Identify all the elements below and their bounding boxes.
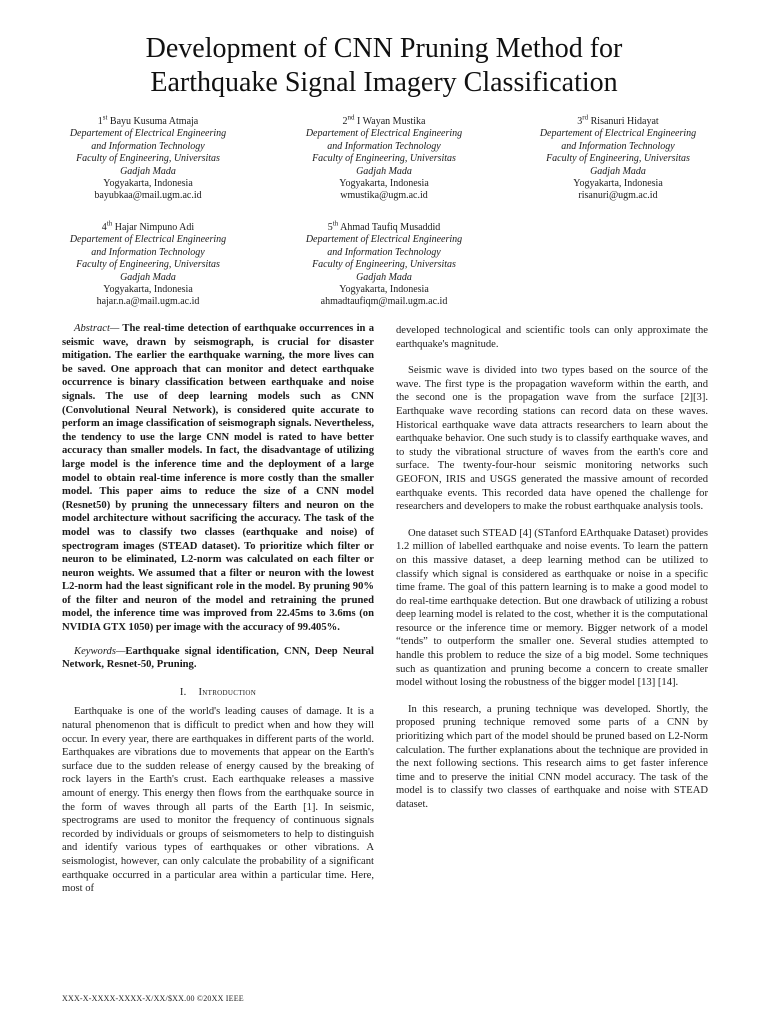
author-affiliation: Gadjah Mada (120, 165, 176, 177)
author-affiliation: Gadjah Mada (356, 165, 412, 177)
abstract-label: Abstract— (74, 323, 120, 334)
author-block-2 (268, 113, 500, 203)
author-affiliation: and Information Technology (91, 246, 205, 258)
author-affiliation: Faculty of Engineering, Universitas (312, 153, 456, 165)
title-line-1: Development of CNN Pruning Method for (145, 33, 623, 64)
author-affiliation: Gadjah Mada (356, 271, 412, 283)
left-column (62, 322, 374, 896)
author-affiliation: Faculty of Engineering, Universitas (76, 259, 220, 271)
author-email: risanuri@ugm.ac.id (578, 190, 658, 202)
section-number: I. (179, 686, 187, 698)
author-email: bayubkaa@mail.ugm.ac.id (94, 190, 202, 202)
author-city: Yogyakarta, Indonesia (339, 178, 429, 190)
title-line-2: Earthquake Signal Imagery Classification (150, 67, 618, 98)
author-email: wmustika@ugm.ac.id (340, 190, 428, 202)
author-affiliation: Departement of Electrical Engineering (69, 128, 227, 140)
author-name: 2nd I Wayan Mustika (342, 113, 426, 127)
author-name: 3rd Risanuri Hidayat (577, 113, 659, 127)
author-affiliation: and Information Technology (327, 140, 441, 152)
intro-paragraph-4: In this research, a pruning technique was developed. Shortly, the proposed pruning technique removed some parts of a CNN by prioritizing which part of the model should be pruned based on L2-Norm calculation. The further explanations about the technique are provided in the next following sections. This research aims to get faster inference time and to preserve the initial CNN model accuracy. The task of the model is to classify two classes of earthquake and noise with STEAD dataset. (396, 703, 708, 810)
intro-paragraph-2: Seismic wave is divided into two types based on the source of the wave. The first type is the propagation waveform within the earth, and the second one is the propagation wave from the surface [2][3]. Earthquake wave recording stations can record data on these waves. Historical earthquake wave data attracts researchers to learn about the earthquake behavior. One such study is to classify earthquake waves, and to study the vibrational structure of waves from the earth's core and surface. The twenty-four-hour seismic monitoring networks such GEOFON, IRIS and USGS generated the massive amount of recorded earthquake events. This recorded data have opened the challenge for researchers and developers to make the robust earthquake analysis tools. (396, 365, 708, 513)
author-affiliation: Departement of Electrical Engineering (305, 128, 463, 140)
author-affiliation: Gadjah Mada (590, 165, 646, 177)
author-affiliation: and Information Technology (91, 140, 205, 152)
author-block-4 (32, 219, 264, 309)
author-affiliation: Faculty of Engineering, Universitas (312, 259, 456, 271)
section-heading-introduction (62, 686, 374, 700)
author-name: 1st Bayu Kusuma Atmaja (97, 113, 199, 127)
author-city: Yogyakarta, Indonesia (339, 284, 429, 296)
author-affiliation: Departement of Electrical Engineering (305, 234, 463, 246)
keywords (62, 645, 374, 672)
abstract-text: The real-time detection of earthquake occurrences in a seismic wave, drawn by seismograph, is crucial for disaster mitigation. The earlier the earthquake warning, the more lives can be saved. One approach that can monitor and detect earthquake occurrence is binary classification between earthquake and noise signals. The use of deep learning models such as CNN (Convolutional Neural Network), is considered quite accurate to perform an image classification of seismograph signals. Nevertheless, the tendency to use the large CNN model is rated to have better accuracy than smaller models. In fact, the disadvantage of utilizing large model is the inference time and the deployment of a large model to obtain real-time inference is more costly than the smaller model. This paper aims to reduce the size of a CNN model (Resnet50) by pruning the unnecessary filters and neuron on the model architecture without sacrificing the accuracy. The task of the model was to classify two classes (earthquake and noise) of spectrogram images (STEAD dataset). To prioritize which filter or neuron to be eliminated, L2-norm was calculated on each filter or neuron weights. We assumed that a filter or neuron with the lowest L2-norm had the least significant role in the model. By pruning 90% of the filter and neuron of the model and retraining the pruned model, the inference time was improved from 22.45ms to 3.6ms (on NVIDIA GTX 1050) per image with the accuracy of 99.405%. (62, 323, 374, 634)
author-email: ahmadtaufiqm@mail.ugm.ac.id (320, 296, 448, 308)
intro-paragraph-continued: developed technological and scientific tools can only approximate the earthquake's magnitude. (396, 325, 708, 350)
author-block-3 (502, 113, 734, 203)
section-title: Introduction (198, 686, 257, 698)
right-column (396, 324, 708, 825)
intro-paragraph-3: One dataset such STEAD [4] (STanford EArthquake Dataset) provides 1.2 million of labelled earthquake and noise events. To learn the pattern on this massive dataset, a deep learning method can be utilized to classify which signal is considered as earthquake or noise in a specific time frame. The goal of this pattern learning is to make a good model to do real-time earthquake detection. But one drawback of utilizing a robust deep learning model is related to the cost, whether it is the computational resource or the inference time or memory. Bigger network of a model “tends” to outperform the smaller one. Several studies attempted to handle this problem to reduce the size of a big model. Some techniques such as quantization and pruning become a concern to create smaller model without losing the robustness of the bigger model [13] [14]. (396, 527, 708, 689)
author-affiliation: Gadjah Mada (120, 271, 176, 283)
author-city: Yogyakarta, Indonesia (103, 178, 193, 190)
keywords-text: Earthquake signal identification, CNN, Deep Neural Network, Resnet-50, Pruning. (62, 645, 374, 671)
author-affiliation: Faculty of Engineering, Universitas (76, 153, 220, 165)
author-block-5 (268, 219, 500, 309)
author-city: Yogyakarta, Indonesia (103, 284, 193, 296)
author-affiliation: Departement of Electrical Engineering (539, 128, 697, 140)
author-name: 5th Ahmad Taufiq Musaddid (327, 219, 441, 233)
author-email: hajar.n.a@mail.ugm.ac.id (96, 296, 200, 308)
abstract (62, 322, 374, 635)
paper-title (60, 32, 708, 100)
author-affiliation: and Information Technology (327, 246, 441, 258)
copyright-footer: XXX-X-XXXX-XXXX-X/XX/$XX.00 ©20XX IEEE (62, 994, 244, 1003)
author-affiliation: Departement of Electrical Engineering (69, 234, 227, 246)
author-city: Yogyakarta, Indonesia (573, 178, 663, 190)
author-affiliation: and Information Technology (561, 140, 675, 152)
author-block-1 (32, 113, 264, 203)
intro-paragraph-1: Earthquake is one of the world's leading causes of damage. It is a natural phenomenon that is difficult to predict when and how they will occur. In every year, there are earthquakes in different parts of the world. Earthquakes are vibrations due to movements that appear on the Earth's surface due to the sudden release of energy caused by the breaking of rock layers in the Earth's crust. Each earthquake releases a massive amount of energy. This energy then flows from the earthquake source in the form of waves through all parts of the Earth [1]. In seismic, spectrograms are used to monitor the frequency of continuous signals recorded by individuals or groups of seismometers to help to distinguish and identify various types of earthquakes or other vibrations. A seismologist, however, can only calculate the probability of a significant earthquake occurred in a particular area within a particular time. Here, most of (62, 706, 374, 895)
keywords-label: Keywords— (74, 645, 126, 657)
author-name: 4th Hajar Nimpuno Adi (101, 219, 195, 233)
author-affiliation: Faculty of Engineering, Universitas (546, 153, 690, 165)
